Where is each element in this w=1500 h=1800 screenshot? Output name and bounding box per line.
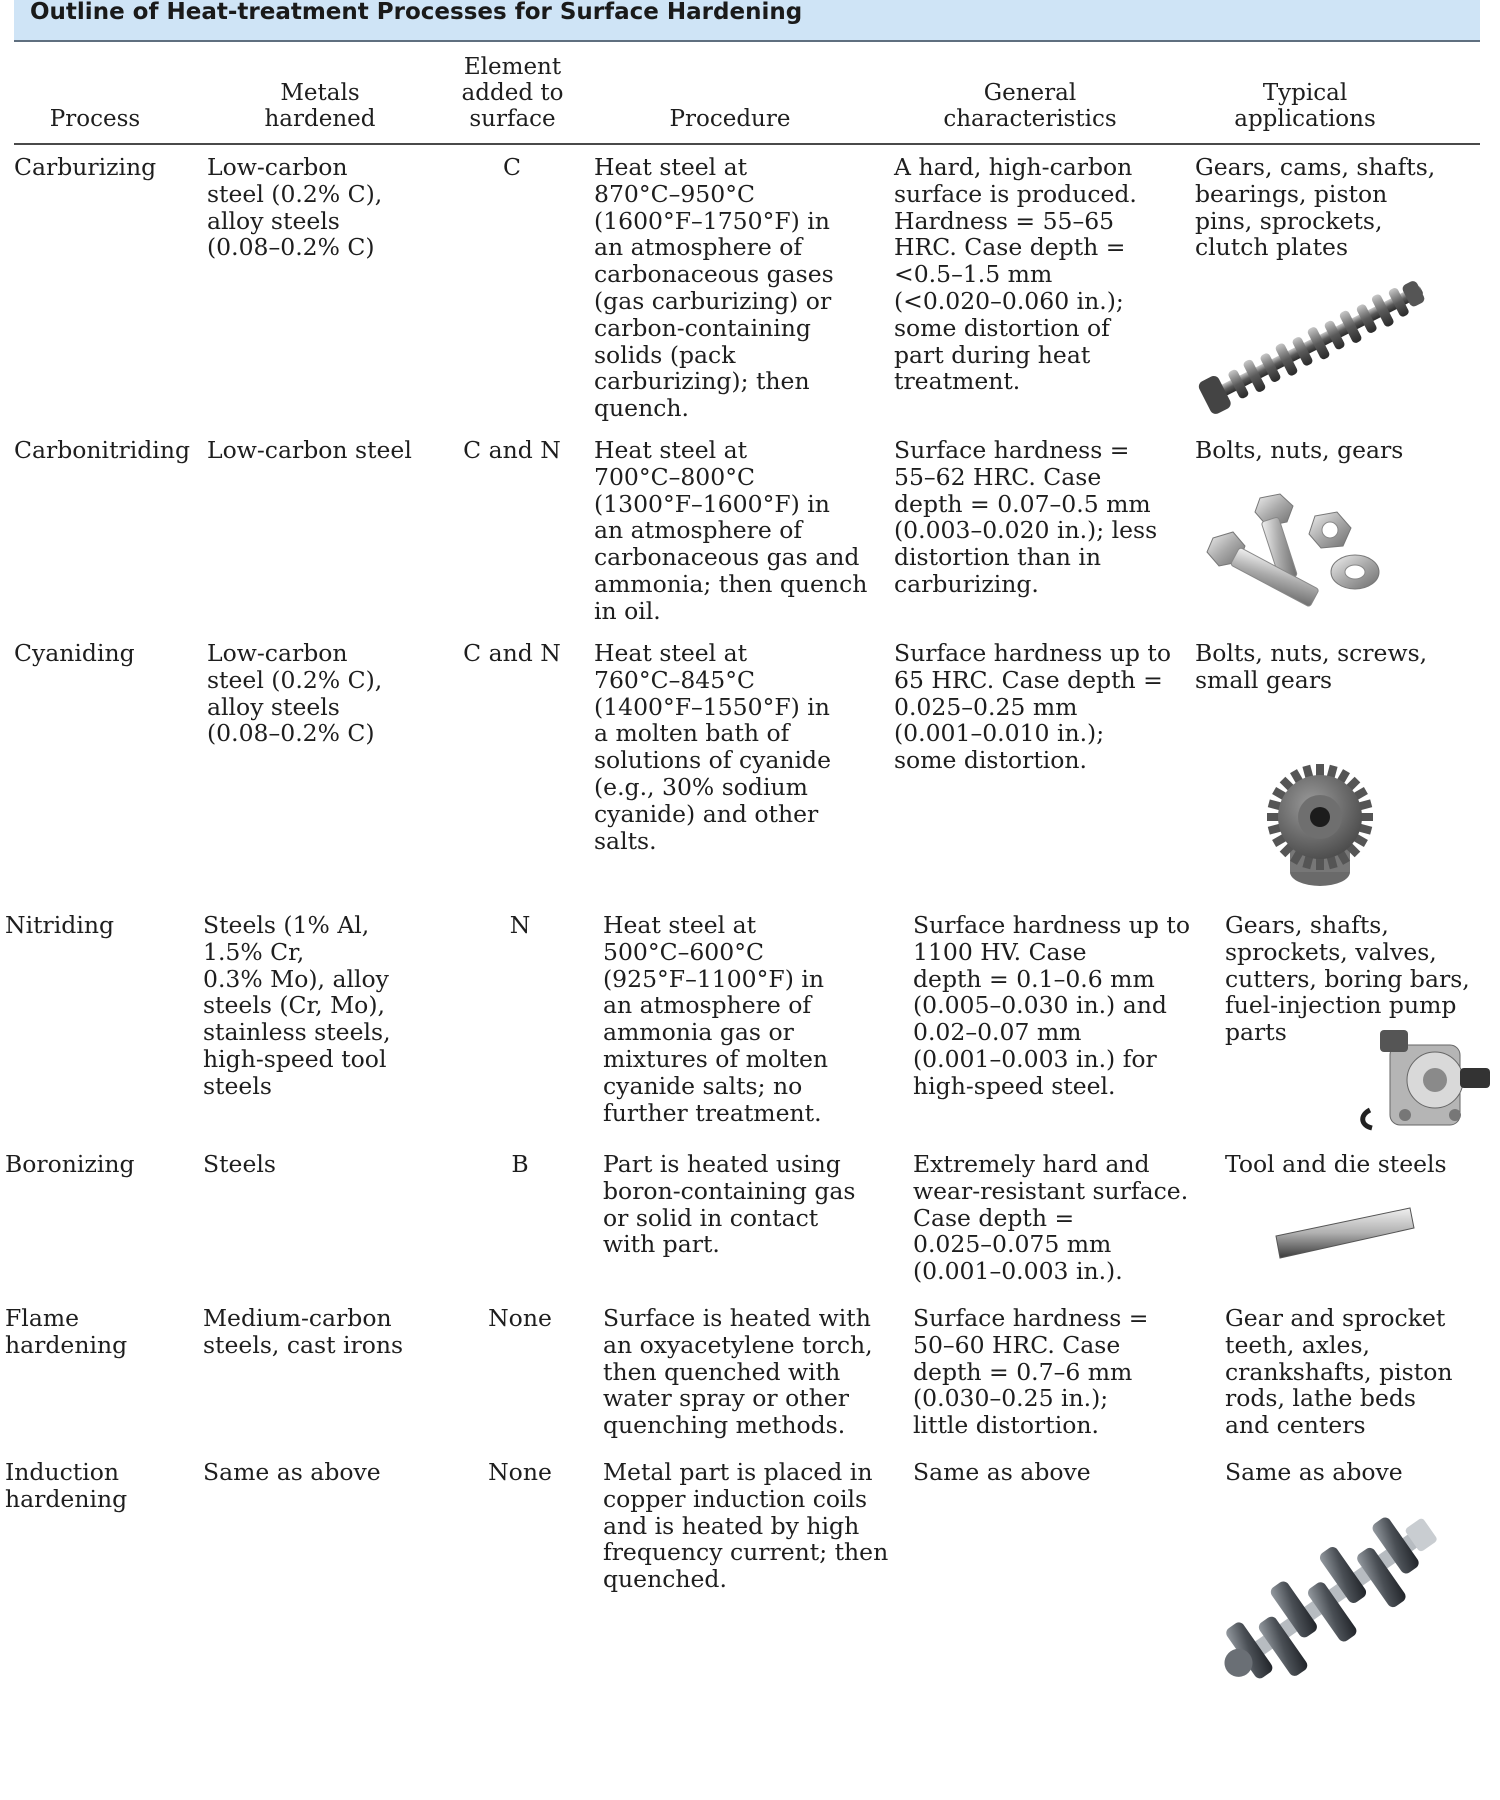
element-cell: C and N: [463, 436, 561, 464]
element-cell: N: [509, 911, 531, 939]
element-cell: B: [511, 1150, 529, 1178]
element-cell: C and N: [463, 639, 561, 667]
process-cell: Cyaniding: [14, 639, 135, 667]
process-cell: Carbonitriding: [14, 436, 190, 464]
characteristics-cell: Surface hardness = 50–60 HRC. Case depth = 0.7–6 mm (0.030–0.25 in.); little distortion.: [913, 1304, 1149, 1440]
header-characteristics: General characteristics: [943, 80, 1117, 132]
metals-cell: Low-carbon steel (0.2% C), alloy steels (0.08–0.2% C): [207, 153, 383, 262]
applications-cell: Bolts, nuts, gears: [1195, 436, 1404, 464]
characteristics-cell: Extremely hard and wear-resistant surface. Case depth = 0.025–0.075 mm (0.001–0.003 in.).: [913, 1150, 1189, 1286]
characteristics-cell: A hard, high-carbon surface is produced. Hardness = 55–65 HRC. Case depth = <0.5–1.5 mm (<0.020–0.060 in.); some distortion of part during heat treatment.: [894, 153, 1137, 396]
applications-cell: Gears, shafts, sprockets, valves, cutters, boring bars, fuel-injection pump parts: [1225, 911, 1470, 1047]
process-cell: Nitriding: [5, 911, 115, 939]
metals-cell: Low-carbon steel: [207, 436, 412, 464]
element-cell: None: [488, 1458, 552, 1486]
header-applications: Typical applications: [1234, 80, 1376, 132]
table-title: Outline of Heat-treatment Processes for Surface Hardening: [14, 0, 1480, 42]
applications-cell: Gear and sprocket teeth, axles, crankshafts, piston rods, lathe beds and centers: [1225, 1304, 1453, 1440]
procedure-cell: Metal part is placed in copper induction coils and is heated by high frequency current; then quenched.: [603, 1458, 889, 1594]
process-cell: Boronizing: [5, 1150, 135, 1178]
element-cell: C: [503, 153, 521, 181]
applications-cell: Bolts, nuts, screws, small gears: [1195, 639, 1428, 694]
process-cell: Induction hardening: [5, 1458, 128, 1513]
crankshaft-image: [1205, 1505, 1455, 1695]
injection-pump-image: [1360, 1020, 1500, 1150]
characteristics-cell: Same as above: [913, 1458, 1091, 1486]
characteristics-cell: Surface hardness up to 1100 HV. Case depth = 0.1–0.6 mm (0.005–0.030 in.) and 0.02–0.07 mm (0.001–0.003 in.) for high-speed steel.: [913, 911, 1191, 1100]
tool-bit-image: [1270, 1200, 1420, 1270]
characteristics-cell: Surface hardness = 55–62 HRC. Case depth = 0.07–0.5 mm (0.003–0.020 in.); less distortion than in carburizing.: [894, 436, 1158, 598]
process-cell: Carburizing: [14, 153, 157, 181]
procedure-cell: Part is heated using boron-containing gas or solid in contact with part.: [603, 1150, 856, 1259]
camshaft-image: [1190, 270, 1440, 420]
header-rule: [14, 143, 1480, 145]
applications-cell: Tool and die steels: [1225, 1150, 1447, 1178]
metals-cell: Medium-carbon steels, cast irons: [203, 1304, 404, 1359]
element-cell: None: [488, 1304, 552, 1332]
spur-gear-image: [1245, 762, 1395, 902]
metals-cell: Steels (1% Al, 1.5% Cr, 0.3% Mo), alloy steels (Cr, Mo), stainless steels, high-speed tool steels: [203, 911, 391, 1100]
header-process: Process: [49, 106, 141, 132]
metals-cell: Same as above: [203, 1458, 381, 1486]
procedure-cell: Heat steel at 760°C–845°C (1400°F–1550°F) in a molten bath of solutions of cyanide (e.g., 30% sodium cyanide) and other salts.: [594, 639, 831, 855]
bolts-and-nuts-image: [1205, 490, 1385, 610]
metals-cell: Low-carbon steel (0.2% C), alloy steels (0.08–0.2% C): [207, 639, 383, 748]
header-procedure: Procedure: [669, 106, 791, 132]
procedure-cell: Surface is heated with an oxyacetylene torch, then quenched with water spray or other quenching methods.: [603, 1304, 873, 1440]
process-cell: Flame hardening: [5, 1304, 128, 1359]
header-metals: Metals hardened: [264, 80, 376, 132]
characteristics-cell: Surface hardness up to 65 HRC. Case depth = 0.025–0.25 mm (0.001–0.010 in.); some distortion.: [894, 639, 1172, 775]
applications-cell: Gears, cams, shafts, bearings, piston pins, sprockets, clutch plates: [1195, 153, 1436, 262]
header-element: Element added to surface: [461, 54, 564, 132]
applications-cell: Same as above: [1225, 1458, 1403, 1486]
procedure-cell: Heat steel at 500°C–600°C (925°F–1100°F) in an atmosphere of ammonia gas or mixtures of molten cyanide salts; no further treatment.: [603, 911, 829, 1127]
procedure-cell: Heat steel at 870°C–950°C (1600°F–1750°F) in an atmosphere of carbonaceous gases (gas carburizing) or carbon-containing solids (pack carburizing); then quench.: [594, 153, 834, 423]
metals-cell: Steels: [203, 1150, 276, 1178]
procedure-cell: Heat steel at 700°C–800°C (1300°F–1600°F) in an atmosphere of carbonaceous gas and ammonia; then quench in oil.: [594, 436, 868, 625]
